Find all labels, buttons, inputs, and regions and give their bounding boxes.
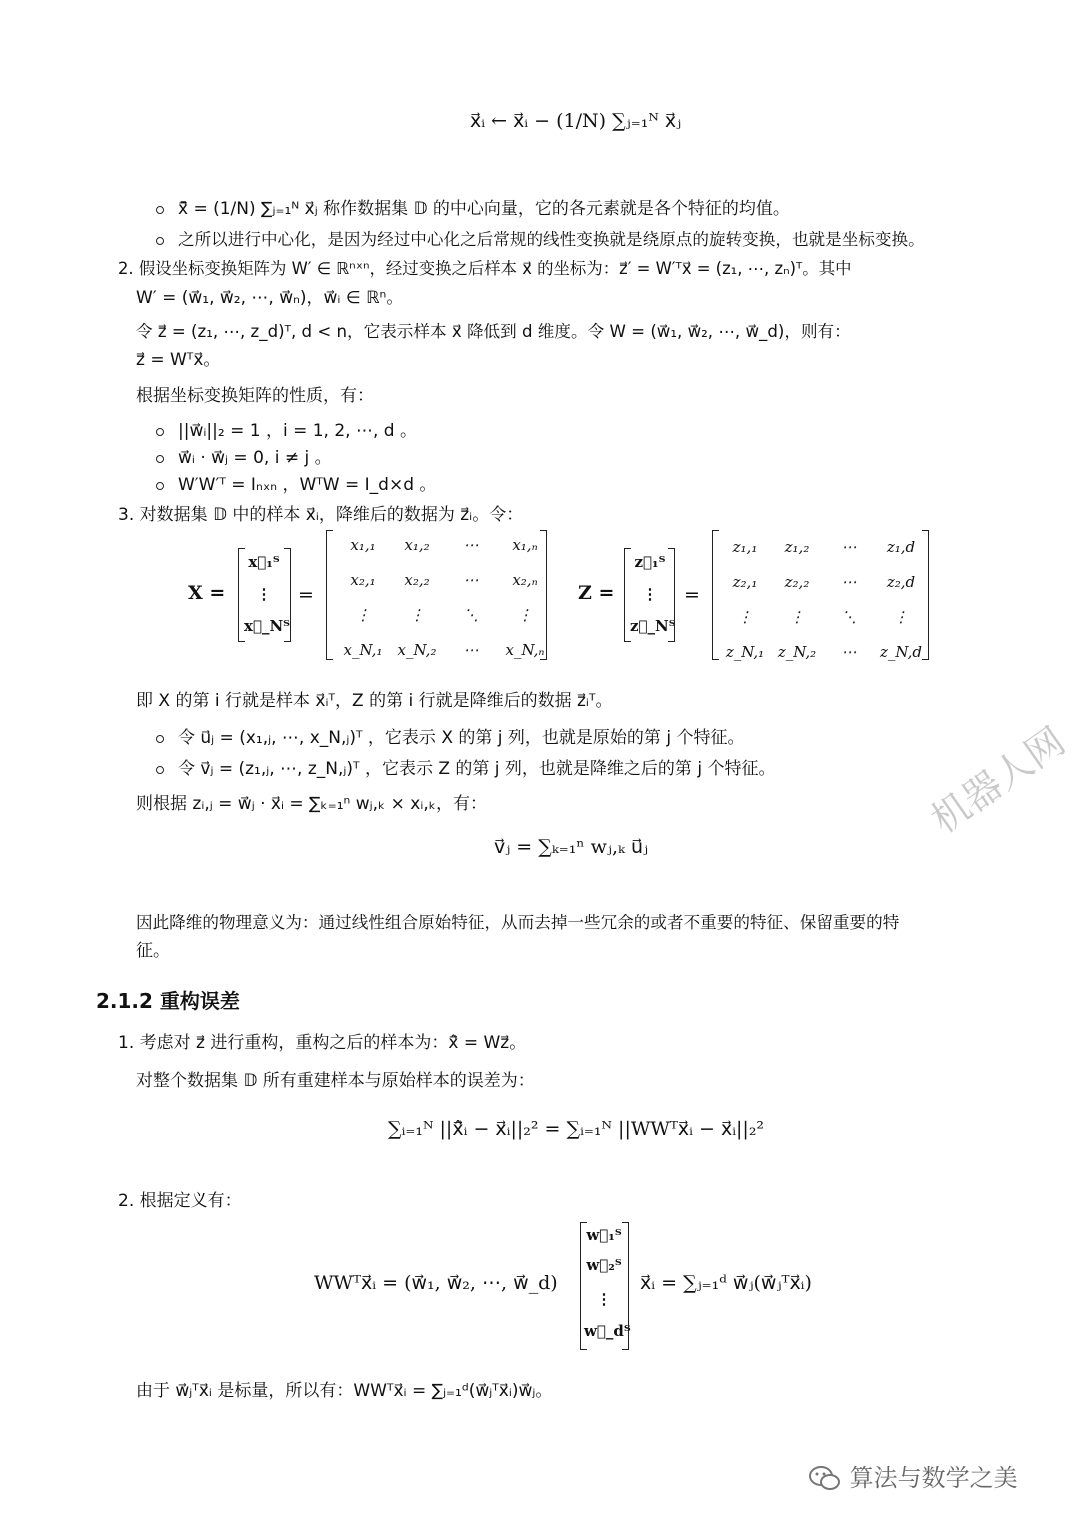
matrix-x-cell: ⋱ [463, 606, 479, 624]
item3-bullet-u: 令 u⃗ⱼ = (x₁,ⱼ, ⋯, x_N,ⱼ)ᵀ ，它表示 X 的第 j 列，也就是原始的第 j 个特征。 [178, 728, 745, 748]
bullet-center-vector: x̄⃗ = (1/N) ∑ⱼ₌₁ᴺ x⃗ⱼ 称作数据集 𝔻 的中心向量，它的各元素就是各个特征的均值。 [178, 199, 790, 219]
item3-line2: 即 X 的第 i 行就是样本 x⃗ᵢᵀ，Z 的第 i 行就是降维后的数据 z⃗ᵢᵀ。 [136, 691, 613, 711]
matrix-x-cell: x₂,₁ [350, 571, 376, 589]
wwt-rhs: x⃗ᵢ = ∑ⱼ₌₁ᵈ w⃗ⱼ(w⃗ⱼᵀx⃗ᵢ) [640, 1272, 812, 1294]
item3-bullet-v: 令 v⃗ⱼ = (z₁,ⱼ, ⋯, z_N,ⱼ)ᵀ ，它表示 Z 的第 j 列，也就是降维之后的第 j 个特征。 [178, 759, 776, 779]
matrix-z-cell: ⋮ [789, 608, 805, 626]
x-vec-1: x⃗₁ᵀ [248, 553, 280, 571]
item3-line5: 征。 [136, 941, 170, 961]
z-vec-3: z⃗_Nᵀ [630, 617, 676, 635]
item2-line1: 2. 假设坐标变换矩阵为 W′ ∈ ℝⁿˣⁿ，经过变换之后样本 x⃗ 的坐标为：z⃗′ = W′ᵀx⃗ = (z₁, ⋯, zₙ)ᵀ。其中 [118, 259, 852, 278]
bullet-dot [156, 766, 164, 774]
matrix-z-cell: z_N,₁ [725, 643, 765, 661]
item2-bullet-norm: ||w⃗ᵢ||₂ = 1 ，i = 1, 2, ⋯, d 。 [178, 421, 417, 441]
x-vec-2: ⋮ [256, 585, 272, 603]
matrix-x-cell: ⋮ [409, 606, 425, 624]
matrix-z-cell: z_N,₂ [777, 643, 817, 661]
item3-line3: 则根据 zᵢ,ⱼ = w⃗ⱼ · x⃗ᵢ = ∑ₖ₌₁ⁿ wⱼ,ₖ × xᵢ,ₖ，有： [136, 794, 487, 814]
item2-line5: 根据坐标变换矩阵的性质，有： [136, 386, 374, 406]
bullet-dot [156, 428, 164, 436]
matrix-z-cell: z₂,₁ [732, 573, 758, 591]
bullet-dot [156, 206, 164, 214]
centering-formula: x⃗ᵢ ← x⃗ᵢ − (1/N) ∑ⱼ₌₁ᴺ x⃗ⱼ [470, 110, 682, 132]
matrix-x-cell: ⋮ [517, 606, 533, 624]
item2-bullet-orth: w⃗ᵢ · w⃗ⱼ = 0, i ≠ j 。 [178, 448, 332, 468]
z-vec-1: z⃗₁ᵀ [634, 553, 666, 571]
w-vec-1: w⃗₁ᵀ [586, 1226, 622, 1244]
matrix-x-cell: ⋮ [355, 606, 371, 624]
matrix-z-cell: z₁,d [886, 538, 916, 556]
matrix-x-cell: x₁,₁ [350, 536, 376, 554]
matrix-z-cell: ⋯ [841, 538, 857, 556]
vj-sum-formula: v⃗ⱼ = ∑ₖ₌₁ⁿ wⱼ,ₖ u⃗ⱼ [494, 836, 649, 858]
wechat-icon [808, 1464, 842, 1494]
footer-brand [808, 1458, 1018, 1494]
bullet-dot [156, 735, 164, 743]
matrix-z-cell: ⋯ [841, 573, 857, 591]
matrix-x-cell: x₁,₂ [404, 536, 430, 554]
equals-sign: = [298, 584, 314, 606]
bullet-dot [156, 455, 164, 463]
section-last-line: 由于 w⃗ⱼᵀx⃗ᵢ 是标量，所以有：WWᵀx⃗ᵢ = ∑ⱼ₌₁ᵈ(w⃗ⱼᵀx⃗ᵢ)w⃗ⱼ。 [136, 1381, 553, 1401]
matrix-x-cell: x₁,ₙ [512, 536, 538, 554]
equals-sign: = [684, 584, 700, 606]
matrix-z-cell: ⋮ [737, 608, 753, 626]
matrix-x-cell: x_N,ₙ [505, 641, 545, 659]
item3-line1: 3. 对数据集 𝔻 中的样本 x⃗ᵢ，降维后的数据为 z⃗ᵢ。令： [118, 505, 524, 525]
item2-bullet-identity: W′W′ᵀ = Iₙₓₙ ，WᵀW = I_d×d 。 [178, 475, 437, 495]
w-vec-2: w⃗₂ᵀ [586, 1256, 622, 1274]
matrix-z-cell: ⋮ [893, 608, 909, 626]
item2-line4: z⃗ = Wᵀx⃗。 [136, 350, 221, 370]
section-heading: 2.1.2 重构误差 [96, 989, 240, 1013]
footer-label: 算法与数学之美 [849, 1464, 1018, 1492]
bullet-dot [156, 482, 164, 490]
bullet-centering-reason: 之所以进行中心化，是因为经过中心化之后常规的线性变换就是绕原点的旋转变换，也就是坐标变换。 [178, 230, 925, 249]
wwt-lhs: WWᵀx⃗ᵢ = (w⃗₁, w⃗₂, ⋯, w⃗_d) [314, 1272, 558, 1294]
matrix-x-cell: x_N,₂ [397, 641, 437, 659]
bullet-dot [156, 237, 164, 245]
matrix-z-cell: ⋯ [841, 643, 857, 661]
matrix-x-cell: ⋯ [463, 536, 479, 554]
matrix-z-cell: ⋱ [841, 608, 857, 626]
matrix-x-cell: x₂,₂ [404, 571, 430, 589]
item2-line3: 令 z⃗ = (z₁, ⋯, z_d)ᵀ, d < n，它表示样本 x⃗ 降低到 d 维度。令 W = (w⃗₁, w⃗₂, ⋯, w⃗_d)，则有： [136, 322, 851, 341]
matrix-z-cell: z₂,₂ [784, 573, 810, 591]
matrix-x-cell: ⋯ [463, 571, 479, 589]
matrix-x-label: X = [188, 582, 226, 604]
section-item1-sub: 对整个数据集 𝔻 所有重建样本与原始样本的误差为： [136, 1071, 535, 1091]
x-vec-3: x⃗_Nᵀ [244, 617, 290, 635]
matrix-z-cell: z₂,d [886, 573, 916, 591]
section-item2: 2. 根据定义有： [118, 1191, 242, 1211]
z-vec-2: ⋮ [642, 585, 658, 603]
item3-line4: 因此降维的物理意义为：通过线性组合原始特征，从而去掉一些冗余的或者不重要的特征、保留重要的特 [136, 913, 900, 932]
section-item1: 1. 考虑对 z⃗ 进行重构，重构之后的样本为：x̂⃗ = Wz⃗。 [118, 1033, 527, 1053]
matrix-z-cell: z₁,₂ [784, 538, 810, 556]
watermark: 机器人网 [923, 718, 1073, 842]
w-vec-3: ⋮ [596, 1290, 612, 1308]
matrix-x-cell: x₂,ₙ [512, 571, 538, 589]
matrix-z-label: Z = [578, 582, 615, 604]
matrix-z-cell: z_N,d [880, 643, 922, 661]
item2-line2: W′ = (w⃗₁, w⃗₂, ⋯, w⃗ₙ)，w⃗ᵢ ∈ ℝⁿ。 [136, 288, 404, 308]
w-vec-4: w⃗_dᵀ [584, 1322, 631, 1340]
recon-error-formula: ∑ᵢ₌₁ᴺ ||x̂⃗ᵢ − x⃗ᵢ||₂² = ∑ᵢ₌₁ᴺ ||WWᵀx⃗ᵢ − x⃗ᵢ||₂² [388, 1118, 765, 1140]
matrix-x-cell: x_N,₁ [343, 641, 383, 659]
matrix-x-cell: ⋯ [463, 641, 479, 659]
matrix-z-cell: z₁,₁ [732, 538, 758, 556]
